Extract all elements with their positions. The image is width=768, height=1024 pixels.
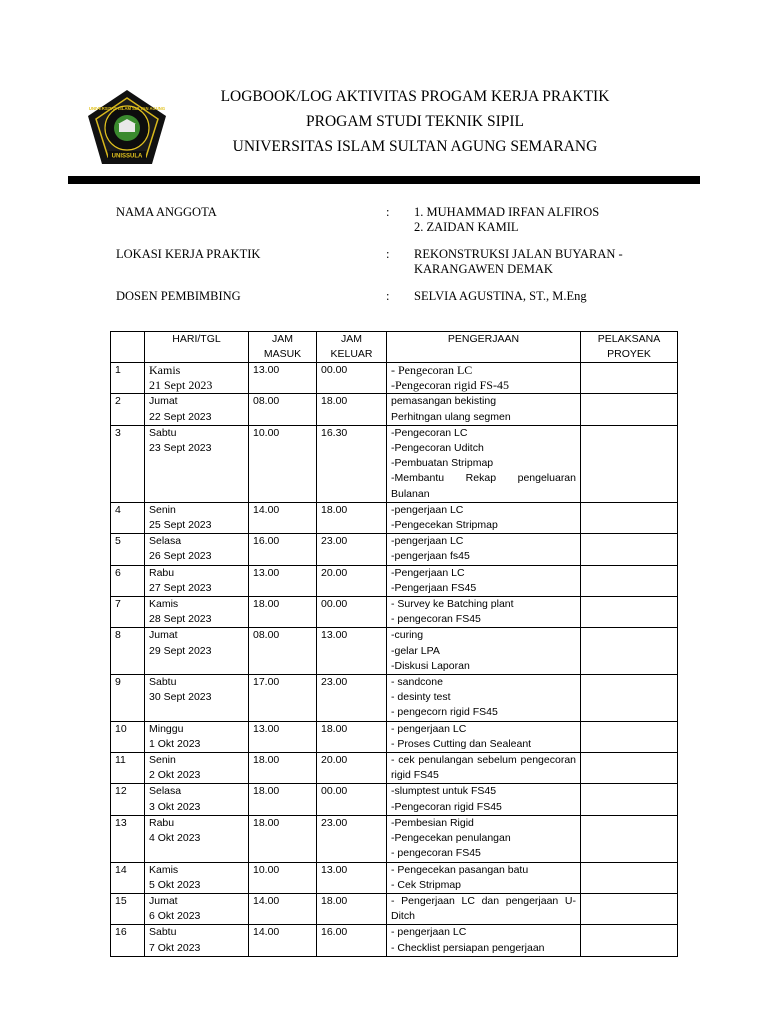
pengerjaan-item: - sandcone bbox=[391, 676, 443, 689]
row-number: 2 bbox=[111, 394, 145, 425]
table-row bbox=[111, 675, 678, 722]
row-date: 1 Okt 2023 bbox=[149, 737, 201, 750]
row-pelaksana bbox=[581, 925, 678, 956]
pengerjaan-item: -Pengecoran rigid FS-45 bbox=[391, 378, 509, 393]
row-jam-keluar: 23.00 bbox=[317, 675, 387, 722]
row-jam-keluar: 23.00 bbox=[317, 815, 387, 862]
row-jam-masuk: 14.00 bbox=[249, 893, 317, 924]
table-row bbox=[111, 394, 678, 425]
row-pelaksana bbox=[581, 862, 678, 893]
row-day: Senin bbox=[149, 503, 176, 516]
pengerjaan-item: - pengecorn rigid FS45 bbox=[391, 706, 498, 719]
row-number: 13 bbox=[111, 815, 145, 862]
row-pelaksana bbox=[581, 597, 678, 628]
pengerjaan-item: - Cek Stripmap bbox=[391, 878, 462, 891]
row-jam-keluar: 00.00 bbox=[317, 597, 387, 628]
row-number: 15 bbox=[111, 893, 145, 924]
row-number: 12 bbox=[111, 784, 145, 815]
anggota-value-1: 1. MUHAMMAD IRFAN ALFIROS bbox=[414, 205, 600, 219]
table-row bbox=[111, 502, 678, 533]
table-row bbox=[111, 925, 678, 956]
row-date: 22 Sept 2023 bbox=[149, 410, 212, 423]
pengerjaan-item: -curing bbox=[391, 629, 424, 642]
header-pengerjaan: PENGERJAAN bbox=[387, 332, 581, 363]
table-row bbox=[111, 893, 678, 924]
row-pelaksana bbox=[581, 893, 678, 924]
row-jam-keluar: 16.30 bbox=[317, 425, 387, 502]
pengerjaan-item: -pengerjaan LC bbox=[391, 503, 464, 516]
header-hari-tgl: HARI/TGL bbox=[145, 332, 249, 363]
logo-ring-text: UNIVERSITAS ISLAM SULTAN AGUNG bbox=[88, 106, 166, 111]
pengerjaan-item: -pengerjaan fs45 bbox=[391, 550, 470, 563]
row-hari-tgl bbox=[145, 675, 249, 722]
row-jam-masuk: 18.00 bbox=[249, 597, 317, 628]
row-hari-tgl bbox=[145, 628, 249, 675]
row-hari-tgl bbox=[145, 597, 249, 628]
row-jam-masuk: 16.00 bbox=[249, 534, 317, 565]
row-pengerjaan bbox=[387, 363, 581, 394]
row-day: Sabtu bbox=[149, 426, 177, 439]
row-day: Kamis bbox=[149, 363, 181, 377]
row-day: Jumat bbox=[149, 629, 178, 642]
pengerjaan-item: - Pengecekan pasangan batu bbox=[391, 863, 529, 876]
row-number: 9 bbox=[111, 675, 145, 722]
row-pelaksana bbox=[581, 815, 678, 862]
row-pelaksana bbox=[581, 363, 678, 394]
row-date: 7 Okt 2023 bbox=[149, 941, 201, 954]
row-number: 1 bbox=[111, 363, 145, 394]
row-day: Jumat bbox=[149, 894, 178, 907]
row-hari-tgl bbox=[145, 363, 249, 394]
pengerjaan-item: - Checklist persiapan pengerjaan bbox=[391, 941, 545, 954]
pengerjaan-item: - pengerjaan LC bbox=[391, 722, 467, 735]
pengerjaan-item: -Membantu Rekap pengeluaran Bulanan bbox=[391, 472, 576, 500]
row-date: 3 Okt 2023 bbox=[149, 800, 201, 813]
lokasi-value-1: REKONSTRUKSI JALAN BUYARAN - bbox=[414, 247, 623, 261]
row-hari-tgl bbox=[145, 425, 249, 502]
row-hari-tgl bbox=[145, 721, 249, 752]
row-jam-keluar: 00.00 bbox=[317, 784, 387, 815]
row-jam-masuk: 13.00 bbox=[249, 565, 317, 596]
row-date: 23 Sept 2023 bbox=[149, 442, 212, 455]
row-jam-masuk: 18.00 bbox=[249, 815, 317, 862]
pengerjaan-item: -Pengecoran rigid FS45 bbox=[391, 800, 502, 813]
row-jam-masuk: 13.00 bbox=[249, 363, 317, 394]
pengerjaan-item: -Pembuatan Stripmap bbox=[391, 457, 494, 470]
row-pengerjaan bbox=[387, 534, 581, 565]
row-date: 25 Sept 2023 bbox=[149, 519, 212, 532]
pengerjaan-item: - Proses Cutting dan Sealeant bbox=[391, 737, 532, 750]
row-pengerjaan bbox=[387, 893, 581, 924]
header-pelaksana: PELAKSANA PROYEK bbox=[581, 332, 678, 363]
pengerjaan-item: -Diskusi Laporan bbox=[391, 659, 470, 672]
row-jam-keluar: 18.00 bbox=[317, 721, 387, 752]
row-date: 5 Okt 2023 bbox=[149, 878, 201, 891]
row-number: 5 bbox=[111, 534, 145, 565]
row-hari-tgl bbox=[145, 893, 249, 924]
header-jam-masuk: JAM MASUK bbox=[249, 332, 317, 363]
anggota-value-2: 2. ZAIDAN KAMIL bbox=[414, 220, 519, 234]
row-jam-masuk: 14.00 bbox=[249, 502, 317, 533]
row-hari-tgl bbox=[145, 862, 249, 893]
row-date: 29 Sept 2023 bbox=[149, 644, 212, 657]
row-jam-masuk: 14.00 bbox=[249, 925, 317, 956]
pengerjaan-item: -Pengerjaan FS45 bbox=[391, 581, 477, 594]
row-jam-masuk: 18.00 bbox=[249, 753, 317, 784]
title-line-1: LOGBOOK/LOG AKTIVITAS PROGAM KERJA PRAKTIK bbox=[220, 88, 610, 105]
title-line-2: PROGAM STUDI TEKNIK SIPIL bbox=[305, 113, 524, 130]
pengerjaan-item: -Pengerjaan LC bbox=[391, 566, 465, 579]
row-pengerjaan bbox=[387, 565, 581, 596]
row-number: 14 bbox=[111, 862, 145, 893]
row-jam-masuk: 10.00 bbox=[249, 862, 317, 893]
row-pengerjaan bbox=[387, 425, 581, 502]
row-jam-keluar: 23.00 bbox=[317, 534, 387, 565]
title-line-3: UNIVERSITAS ISLAM SULTAN AGUNG SEMARANG bbox=[232, 138, 598, 155]
row-pelaksana bbox=[581, 753, 678, 784]
row-hari-tgl bbox=[145, 784, 249, 815]
row-number: 3 bbox=[111, 425, 145, 502]
row-date: 27 Sept 2023 bbox=[149, 581, 212, 594]
row-hari-tgl bbox=[145, 815, 249, 862]
table-row bbox=[111, 363, 678, 394]
row-pengerjaan bbox=[387, 675, 581, 722]
pengerjaan-item: -Pengecoran LC bbox=[391, 426, 468, 439]
row-pelaksana bbox=[581, 675, 678, 722]
pengerjaan-item: - Pengecoran LC bbox=[391, 363, 473, 377]
table-row bbox=[111, 753, 678, 784]
row-day: Selasa bbox=[149, 535, 182, 548]
pengerjaan-item: - desinty test bbox=[391, 691, 451, 704]
row-pelaksana bbox=[581, 394, 678, 425]
dosen-label: DOSEN PEMBIMBING bbox=[116, 289, 241, 303]
pengerjaan-item: - pengerjaan LC bbox=[391, 926, 467, 939]
row-number: 7 bbox=[111, 597, 145, 628]
anggota-colon: : bbox=[386, 205, 390, 219]
row-pengerjaan bbox=[387, 925, 581, 956]
pengerjaan-item: - pengecoran FS45 bbox=[391, 847, 481, 860]
pengerjaan-item: pemasangan bekisting bbox=[391, 395, 497, 408]
table-row bbox=[111, 628, 678, 675]
row-number: 16 bbox=[111, 925, 145, 956]
row-pelaksana bbox=[581, 721, 678, 752]
row-pengerjaan bbox=[387, 394, 581, 425]
table-row bbox=[111, 862, 678, 893]
table-row bbox=[111, 565, 678, 596]
row-hari-tgl bbox=[145, 925, 249, 956]
logbook-table bbox=[110, 331, 678, 957]
pengerjaan-item: Perhitngan ulang segmen bbox=[391, 410, 511, 423]
row-day: Jumat bbox=[149, 395, 178, 408]
row-jam-masuk: 18.00 bbox=[249, 784, 317, 815]
row-jam-keluar: 13.00 bbox=[317, 862, 387, 893]
pengerjaan-item: - cek penulangan sebelum pengecoran rigid FS45 bbox=[391, 754, 576, 782]
row-day: Selasa bbox=[149, 785, 182, 798]
row-number: 10 bbox=[111, 721, 145, 752]
row-day: Minggu bbox=[149, 722, 184, 735]
table-body bbox=[111, 363, 678, 957]
row-day: Sabtu bbox=[149, 676, 177, 689]
row-day: Kamis bbox=[149, 598, 179, 611]
row-date: 6 Okt 2023 bbox=[149, 910, 201, 923]
pengerjaan-item: -Pengecekan Stripmap bbox=[391, 519, 498, 532]
row-jam-keluar: 00.00 bbox=[317, 363, 387, 394]
lokasi-value-2: KARANGAWEN DEMAK bbox=[414, 262, 553, 276]
row-pelaksana bbox=[581, 628, 678, 675]
pengerjaan-item: -Pengecekan penulangan bbox=[391, 832, 511, 845]
pengerjaan-item: - Survey ke Batching plant bbox=[391, 598, 514, 611]
row-pengerjaan bbox=[387, 784, 581, 815]
row-date: 2 Okt 2023 bbox=[149, 769, 201, 782]
row-number: 8 bbox=[111, 628, 145, 675]
row-number: 4 bbox=[111, 502, 145, 533]
row-jam-masuk: 08.00 bbox=[249, 394, 317, 425]
row-date: 4 Okt 2023 bbox=[149, 832, 201, 845]
pengerjaan-item: -slumptest untuk FS45 bbox=[391, 785, 497, 798]
row-pelaksana bbox=[581, 565, 678, 596]
row-pengerjaan bbox=[387, 815, 581, 862]
row-pelaksana bbox=[581, 534, 678, 565]
lokasi-colon: : bbox=[386, 247, 390, 261]
row-pengerjaan bbox=[387, 628, 581, 675]
header-jam-keluar: JAM KELUAR bbox=[317, 332, 387, 363]
row-pelaksana bbox=[581, 425, 678, 502]
table-row bbox=[111, 534, 678, 565]
dosen-colon: : bbox=[386, 289, 390, 303]
row-number: 6 bbox=[111, 565, 145, 596]
pengerjaan-item: -Pengecoran Uditch bbox=[391, 442, 484, 455]
row-day: Sabtu bbox=[149, 926, 177, 939]
row-pelaksana bbox=[581, 784, 678, 815]
logo-sub-text: UNISSULA bbox=[111, 153, 143, 160]
row-jam-keluar: 16.00 bbox=[317, 925, 387, 956]
row-jam-keluar: 18.00 bbox=[317, 394, 387, 425]
row-number: 11 bbox=[111, 753, 145, 784]
table-row bbox=[111, 815, 678, 862]
row-jam-masuk: 17.00 bbox=[249, 675, 317, 722]
row-pengerjaan bbox=[387, 721, 581, 752]
lokasi-label: LOKASI KERJA PRAKTIK bbox=[116, 247, 261, 261]
row-jam-keluar: 20.00 bbox=[317, 753, 387, 784]
row-date: 30 Sept 2023 bbox=[149, 691, 212, 704]
row-pengerjaan bbox=[387, 502, 581, 533]
row-pengerjaan bbox=[387, 753, 581, 784]
row-date: 28 Sept 2023 bbox=[149, 613, 212, 626]
row-pelaksana bbox=[581, 502, 678, 533]
row-day: Rabu bbox=[149, 566, 175, 579]
row-jam-masuk: 13.00 bbox=[249, 721, 317, 752]
row-jam-keluar: 20.00 bbox=[317, 565, 387, 596]
row-day: Rabu bbox=[149, 816, 175, 829]
header-no bbox=[111, 332, 145, 363]
pengerjaan-item: -gelar LPA bbox=[391, 644, 440, 657]
row-hari-tgl bbox=[145, 753, 249, 784]
row-pengerjaan bbox=[387, 862, 581, 893]
row-hari-tgl bbox=[145, 565, 249, 596]
table-row bbox=[111, 425, 678, 502]
table-row bbox=[111, 784, 678, 815]
dosen-value: SELVIA AGUSTINA, ST., M.Eng bbox=[414, 289, 587, 303]
unissula-logo bbox=[86, 88, 168, 166]
row-jam-masuk: 10.00 bbox=[249, 425, 317, 502]
row-hari-tgl bbox=[145, 534, 249, 565]
row-pengerjaan bbox=[387, 597, 581, 628]
row-jam-keluar: 13.00 bbox=[317, 628, 387, 675]
table-header-row bbox=[111, 332, 678, 363]
row-day: Senin bbox=[149, 754, 176, 767]
row-day: Kamis bbox=[149, 863, 179, 876]
row-hari-tgl bbox=[145, 394, 249, 425]
pengerjaan-item: - pengecoran FS45 bbox=[391, 613, 481, 626]
table-row bbox=[111, 721, 678, 752]
row-jam-keluar: 18.00 bbox=[317, 893, 387, 924]
row-jam-masuk: 08.00 bbox=[249, 628, 317, 675]
header-divider bbox=[68, 176, 700, 184]
row-hari-tgl bbox=[145, 502, 249, 533]
row-jam-keluar: 18.00 bbox=[317, 502, 387, 533]
pengerjaan-item: - Pengerjaan LC dan pengerjaan U-Ditch bbox=[391, 894, 576, 923]
row-date: 21 Sept 2023 bbox=[149, 378, 213, 393]
row-date: 26 Sept 2023 bbox=[149, 550, 212, 563]
pengerjaan-item: -pengerjaan LC bbox=[391, 535, 464, 548]
table-row bbox=[111, 597, 678, 628]
anggota-label: NAMA ANGGOTA bbox=[116, 205, 217, 219]
pengerjaan-item: -Pembesian Rigid bbox=[391, 816, 474, 829]
